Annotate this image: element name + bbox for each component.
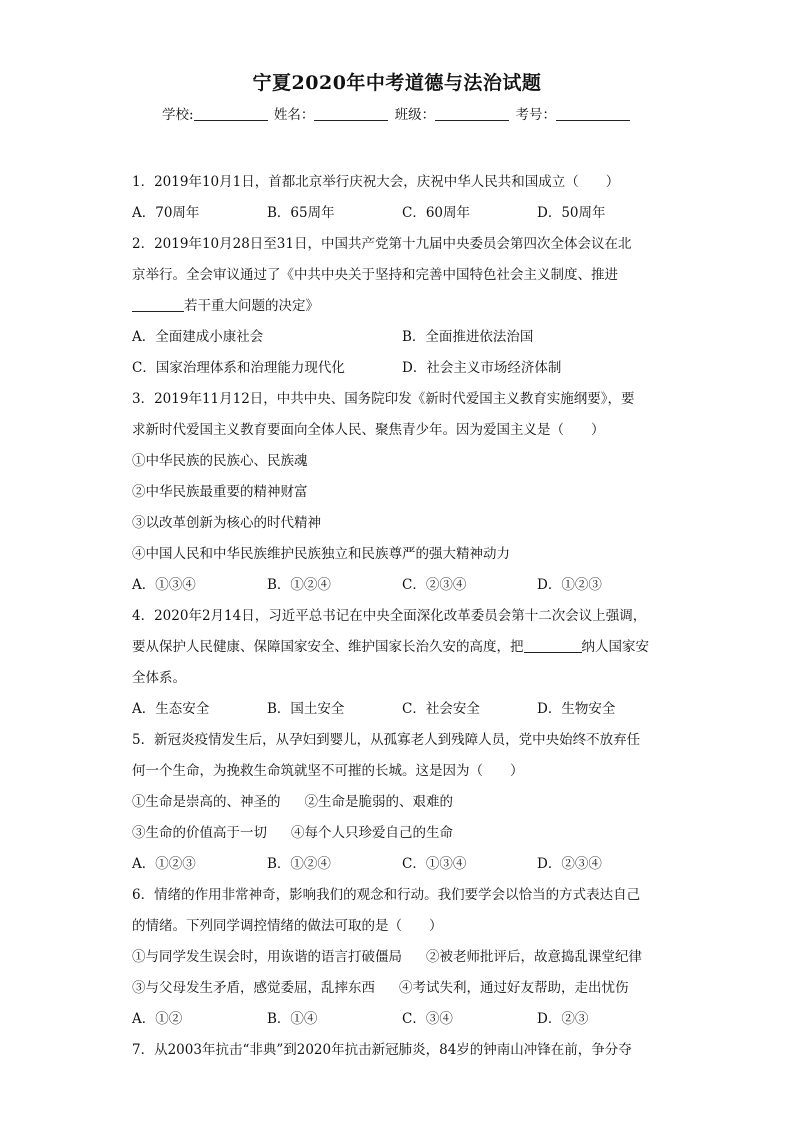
- class-blank: [435, 106, 509, 121]
- class-label: 班级：: [394, 107, 436, 123]
- q4-stem-line-3: 全体系。: [132, 670, 186, 686]
- q6-item-3: ③与父母发生矛盾，感觉委屈，乱摔东西: [132, 980, 375, 996]
- q3-item-3: ③以改革创新为核心的时代精神: [132, 515, 321, 531]
- q6-items-row-2: [132, 973, 672, 1004]
- q1-option-b: B．65周年: [267, 205, 335, 221]
- q6-item-4: ④考试失利，通过好友帮助，走出忧伤: [399, 980, 629, 996]
- page-title: 宁夏2020年中考道德与法治试题: [252, 72, 542, 94]
- q1-option-d: D．50周年: [537, 205, 606, 221]
- q3-option-b: B．①②④: [267, 577, 331, 593]
- q5-stem-line-1: 5．新冠炎疫情发生后，从孕妇到婴儿，从孤寡老人到残障人员，党中央始终不放弃任: [132, 732, 641, 748]
- q5-items-row-2: [132, 818, 672, 849]
- q6-option-d: D．②③: [537, 1011, 589, 1027]
- q3-option-d: D．①②③: [537, 577, 602, 593]
- q2-stem-line-1: 2．2019年10月28日至31日，中国共产党第十九届中央委员会第四次全体会议在北: [132, 236, 632, 252]
- exam-no-label: 考号：: [515, 107, 556, 123]
- school-blank: [194, 106, 268, 121]
- q4-stem-line-2-tail: 纳人国家安: [581, 639, 649, 655]
- q2-fill-blank: [132, 297, 184, 312]
- name-label: 姓名：: [273, 107, 315, 123]
- q5-option-b: B．①②④: [267, 856, 331, 872]
- student-info-row: [0, 103, 794, 123]
- q2-stem-line-3: [132, 291, 672, 322]
- q3-stem-line-1: 3．2019年11月12日，中共中央、国务院印发《新时代爱国主义教育实施纲要》，要: [132, 391, 635, 407]
- q3-item-2: ②中华民族最重要的精神财富: [132, 484, 308, 500]
- q5-item-4: ④每个人只珍爱自己的生命: [291, 825, 453, 841]
- q5-items-row-1: [132, 787, 672, 818]
- q6-item-1: ①与同学发生误会时，用诙谐的语言打破僵局: [132, 949, 402, 965]
- q5-options: [132, 849, 672, 880]
- q4-option-a: A．生态安全: [132, 701, 210, 717]
- q3-options: [132, 570, 672, 601]
- name-blank: [314, 106, 388, 121]
- q1-option-c: C．60周年: [402, 205, 471, 221]
- q4-fill-blank: [524, 638, 582, 653]
- q2-option-a: A．全面建成小康社会: [132, 329, 264, 345]
- q2-option-d: D．社会主义市场经济体制: [402, 360, 562, 376]
- q4-stem-line-2: [132, 632, 672, 663]
- q5-item-2: ②生命是脆弱的、艰难的: [304, 794, 453, 810]
- q5-item-3: ③生命的价值高于一切: [132, 825, 267, 841]
- q6-stem-line-2: 的情绪。下列同学调控情绪的做法可取的是（ ）: [132, 918, 443, 934]
- q6-option-a: A．①②: [132, 1011, 183, 1027]
- q5-option-a: A．①②③: [132, 856, 196, 872]
- q6-options: [132, 1004, 672, 1035]
- q2-option-b: B．全面推进依法治国: [402, 329, 534, 345]
- q6-option-b: B．①④: [267, 1011, 318, 1027]
- q4-stem-line-1: 4．2020年2月14日，习近平总书记在中央全面深化改革委员会第十二次会议上强调，: [132, 608, 647, 624]
- q2-options-row-2: [132, 353, 672, 384]
- q3-item-1: ①中华民族的民族心、民族魂: [132, 453, 308, 469]
- q4-options: [132, 694, 672, 725]
- q3-item-4: ④中国人民和中华民族维护民族独立和民族尊严的强大精神动力: [132, 546, 510, 562]
- q3-option-c: C．②③④: [402, 577, 467, 593]
- q6-items-row-1: [132, 942, 672, 973]
- q2-option-c: C．国家治理体系和治理能力现代化: [132, 360, 345, 376]
- q1-stem: 1．2019年10月1日，首都北京举行庆祝大会，庆祝中华人民共和国成立（ ）: [132, 174, 620, 190]
- q4-option-d: D．生物安全: [537, 701, 616, 717]
- q5-stem-line-2: 何一个生命，为挽救生命筑就坚不可摧的长城。这是因为（ ）: [132, 763, 524, 779]
- q2-stem-line-3-text: 若干重大问题的决定》: [184, 298, 319, 314]
- q1-options: [132, 198, 672, 229]
- q5-option-c: C．①③④: [402, 856, 467, 872]
- q4-stem-line-2-head: 要从保护人民健康、保障国家安全、维护国家长治久安的高度，把: [132, 639, 524, 655]
- q4-option-b: B．国土安全: [267, 701, 345, 717]
- q5-option-d: D．②③④: [537, 856, 602, 872]
- q5-item-1: ①生命是崇高的、神圣的: [132, 794, 281, 810]
- question-list: [132, 167, 672, 1066]
- q6-stem-line-1: 6．情绪的作用非常神奇，影响我们的观念和行动。我们要学会以恰当的方式表达自己: [132, 887, 641, 903]
- q3-option-a: A．①③④: [132, 577, 196, 593]
- school-label: 学校:: [162, 107, 194, 123]
- q7-stem-line-1: 7．从2003年抗击“非典”到2020年抗击新冠肺炎，84岁的钟南山冲锋在前，争分夺: [132, 1042, 632, 1058]
- q1-option-a: A．70周年: [132, 205, 200, 221]
- q4-option-c: C．社会安全: [402, 701, 480, 717]
- q6-option-c: C．③④: [402, 1011, 453, 1027]
- exam-no-blank: [556, 106, 630, 121]
- q3-stem-line-2: 求新时代爱国主义教育要面向全体人民、聚焦青少年。因为爱国主义是（ ）: [132, 422, 605, 438]
- q2-options-row-1: [132, 322, 672, 353]
- q2-stem-line-2: 京举行。全会审议通过了《中共中央关于坚持和完善中国特色社会主义制度、推进: [132, 267, 618, 283]
- q6-item-2: ②被老师批评后，故意捣乱课堂纪律: [426, 949, 642, 965]
